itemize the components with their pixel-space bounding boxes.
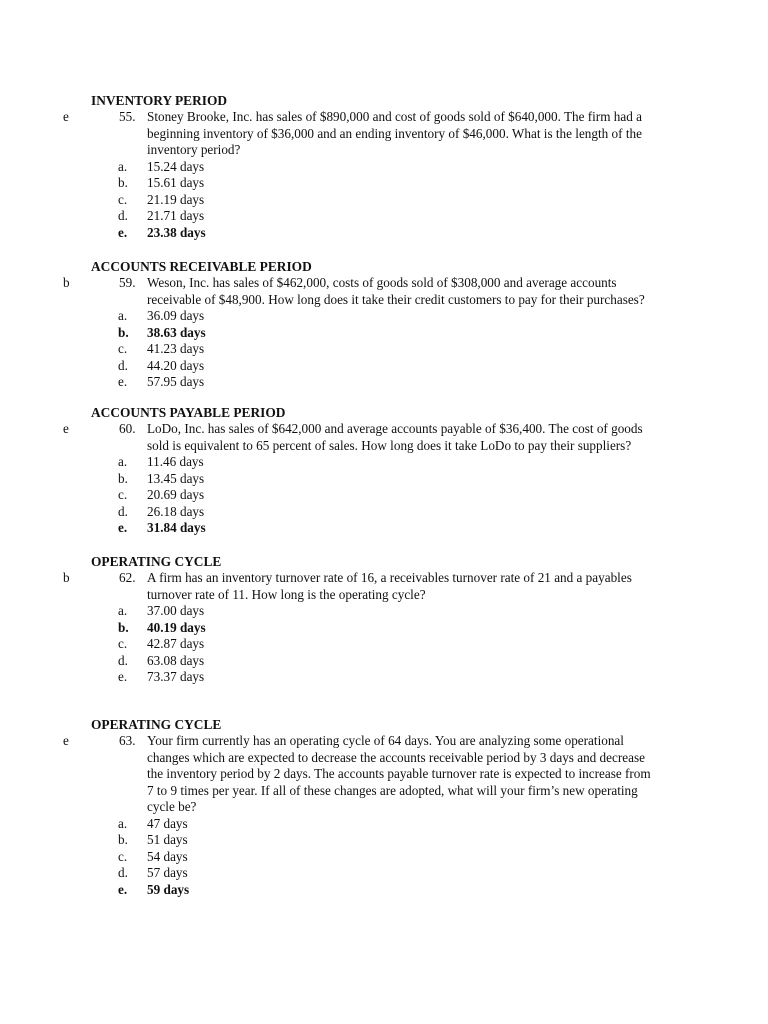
question-block-accounts-payable-period bbox=[63, 404, 691, 537]
section-heading: ACCOUNTS RECEIVABLE PERIOD bbox=[91, 259, 312, 274]
option-text: 44.20 days bbox=[147, 357, 205, 373]
section-heading: OPERATING CYCLE bbox=[91, 717, 222, 732]
option-letter: c. bbox=[118, 636, 128, 652]
answer-option bbox=[91, 653, 691, 670]
question-block-operating-cycle bbox=[63, 553, 691, 686]
option-letter: b. bbox=[118, 175, 128, 191]
answer-option bbox=[91, 308, 691, 325]
answer-option bbox=[91, 603, 691, 620]
question-text-line: 7 to 9 times per year. If all of these changes are adopted, what will your firm’s new operating bbox=[147, 782, 638, 798]
option-text: 36.09 days bbox=[147, 308, 205, 324]
option-text: 13.45 days bbox=[147, 470, 205, 486]
option-text: 41.23 days bbox=[147, 341, 205, 357]
question-number: 59. bbox=[119, 275, 136, 290]
option-text: 42.87 days bbox=[147, 636, 205, 652]
answer-option bbox=[91, 175, 691, 192]
option-letter: e. bbox=[118, 669, 128, 685]
option-text: 15.24 days bbox=[147, 158, 205, 174]
answer-option bbox=[91, 520, 691, 537]
answer-option bbox=[91, 620, 691, 637]
option-text: 40.19 days bbox=[147, 619, 206, 635]
answer-option bbox=[91, 159, 691, 176]
option-letter: b. bbox=[118, 832, 128, 848]
option-letter: a. bbox=[118, 308, 128, 324]
question-number: 62. bbox=[119, 570, 136, 585]
answer-option bbox=[91, 225, 691, 242]
question-number: 55. bbox=[119, 109, 136, 124]
question-text-line: A firm has an inventory turnover rate of 16, a receivables turnover rate of 21 and a payables bbox=[147, 570, 632, 585]
option-text: 20.69 days bbox=[147, 487, 205, 503]
answer-key-letter: e bbox=[63, 733, 69, 748]
answer-option bbox=[91, 208, 691, 225]
option-letter: b. bbox=[118, 324, 129, 340]
option-text: 57 days bbox=[147, 865, 188, 881]
option-letter: e. bbox=[118, 881, 128, 897]
option-letter: a. bbox=[118, 158, 128, 174]
answer-option bbox=[91, 816, 691, 833]
section-heading: INVENTORY PERIOD bbox=[91, 93, 228, 108]
option-letter: d. bbox=[118, 503, 128, 519]
option-text: 21.19 days bbox=[147, 191, 205, 207]
option-letter: e. bbox=[118, 224, 128, 240]
option-text: 26.18 days bbox=[147, 503, 205, 519]
option-letter: d. bbox=[118, 865, 128, 881]
question-text-line: inventory period? bbox=[147, 142, 241, 158]
question-line bbox=[63, 109, 691, 126]
question-text-line: the inventory period by 2 days. The accounts payable turnover rate is expected to increase from bbox=[147, 766, 651, 782]
option-text: 31.84 days bbox=[147, 520, 206, 536]
question-line bbox=[63, 570, 691, 587]
option-text: 73.37 days bbox=[147, 669, 205, 685]
answer-option bbox=[91, 471, 691, 488]
question-text-line: cycle be? bbox=[147, 799, 197, 815]
section-heading: OPERATING CYCLE bbox=[91, 554, 222, 569]
question-line bbox=[63, 275, 691, 292]
option-letter: b. bbox=[118, 470, 128, 486]
question-line bbox=[91, 126, 691, 143]
question-text-line: turnover rate of 11. How long is the operating cycle? bbox=[147, 586, 426, 602]
answer-option bbox=[91, 669, 691, 686]
option-letter: d. bbox=[118, 208, 128, 224]
question-block-accounts-receivable-period bbox=[63, 258, 691, 391]
answer-option bbox=[91, 849, 691, 866]
answer-option bbox=[91, 504, 691, 521]
question-block-inventory-period bbox=[63, 92, 691, 241]
question-text-line: LoDo, Inc. has sales of $642,000 and average accounts payable of $36,400. The cost of goods bbox=[147, 421, 643, 436]
answer-option bbox=[91, 358, 691, 375]
section-heading: ACCOUNTS PAYABLE PERIOD bbox=[91, 405, 286, 420]
question-line bbox=[63, 421, 691, 438]
option-letter: c. bbox=[118, 848, 128, 864]
option-letter: d. bbox=[118, 357, 128, 373]
answer-option bbox=[91, 341, 691, 358]
question-text-line: sold is equivalent to 65 percent of sales. How long does it take LoDo to pay their suppliers? bbox=[147, 437, 632, 453]
question-text-line: Stoney Brooke, Inc. has sales of $890,000 and cost of goods sold of $640,000. The firm had a bbox=[147, 109, 642, 124]
answer-option bbox=[91, 832, 691, 849]
question-number: 63. bbox=[119, 733, 136, 748]
question-text-line: Your firm currently has an operating cycle of 64 days. You are analyzing some operational bbox=[147, 733, 624, 748]
option-letter: e. bbox=[118, 374, 128, 390]
question-line bbox=[91, 750, 691, 767]
option-text: 59 days bbox=[147, 881, 190, 897]
question-line bbox=[91, 587, 691, 604]
question-line bbox=[91, 783, 691, 800]
answer-option bbox=[91, 374, 691, 391]
option-text: 47 days bbox=[147, 815, 188, 831]
question-line bbox=[91, 438, 691, 455]
question-text-line: Weson, Inc. has sales of $462,000, costs of goods sold of $308,000 and average accounts bbox=[147, 275, 617, 290]
question-block-operating-cycle-2 bbox=[63, 716, 691, 898]
option-letter: a. bbox=[118, 603, 128, 619]
answer-key-letter: b bbox=[63, 570, 70, 585]
question-text-line: changes which are expected to decrease the accounts receivable period by 3 days and decrease bbox=[147, 749, 645, 765]
answer-option bbox=[91, 454, 691, 471]
option-text: 15.61 days bbox=[147, 175, 205, 191]
option-text: 11.46 days bbox=[147, 454, 204, 470]
answer-key-letter: b bbox=[63, 275, 70, 290]
question-line bbox=[91, 799, 691, 816]
option-text: 63.08 days bbox=[147, 652, 205, 668]
answer-option bbox=[91, 192, 691, 209]
option-text: 57.95 days bbox=[147, 374, 205, 390]
option-letter: c. bbox=[118, 191, 128, 207]
question-line bbox=[91, 142, 691, 159]
question-number: 60. bbox=[119, 421, 136, 436]
option-text: 51 days bbox=[147, 832, 188, 848]
option-letter: c. bbox=[118, 341, 128, 357]
question-line bbox=[91, 766, 691, 783]
option-letter: b. bbox=[118, 619, 129, 635]
option-letter: e. bbox=[118, 520, 128, 536]
answer-key-letter: e bbox=[63, 109, 69, 124]
option-letter: a. bbox=[118, 454, 128, 470]
option-text: 23.38 days bbox=[147, 224, 206, 240]
option-text: 37.00 days bbox=[147, 603, 205, 619]
option-letter: c. bbox=[118, 487, 128, 503]
question-text-line: beginning inventory of $36,000 and an ending inventory of $46,000. What is the length of the bbox=[147, 125, 642, 141]
answer-option bbox=[91, 325, 691, 342]
option-text: 54 days bbox=[147, 848, 188, 864]
question-line bbox=[91, 292, 691, 309]
option-letter: a. bbox=[118, 815, 128, 831]
answer-option bbox=[91, 865, 691, 882]
answer-key-letter: e bbox=[63, 421, 69, 436]
option-text: 21.71 days bbox=[147, 208, 205, 224]
question-line bbox=[63, 733, 691, 750]
question-text-line: receivable of $48,900. How long does it take their credit customers to pay for their purchases? bbox=[147, 291, 645, 307]
answer-option bbox=[91, 636, 691, 653]
option-text: 38.63 days bbox=[147, 324, 206, 340]
answer-option bbox=[91, 487, 691, 504]
answer-option bbox=[91, 882, 691, 899]
option-letter: d. bbox=[118, 652, 128, 668]
